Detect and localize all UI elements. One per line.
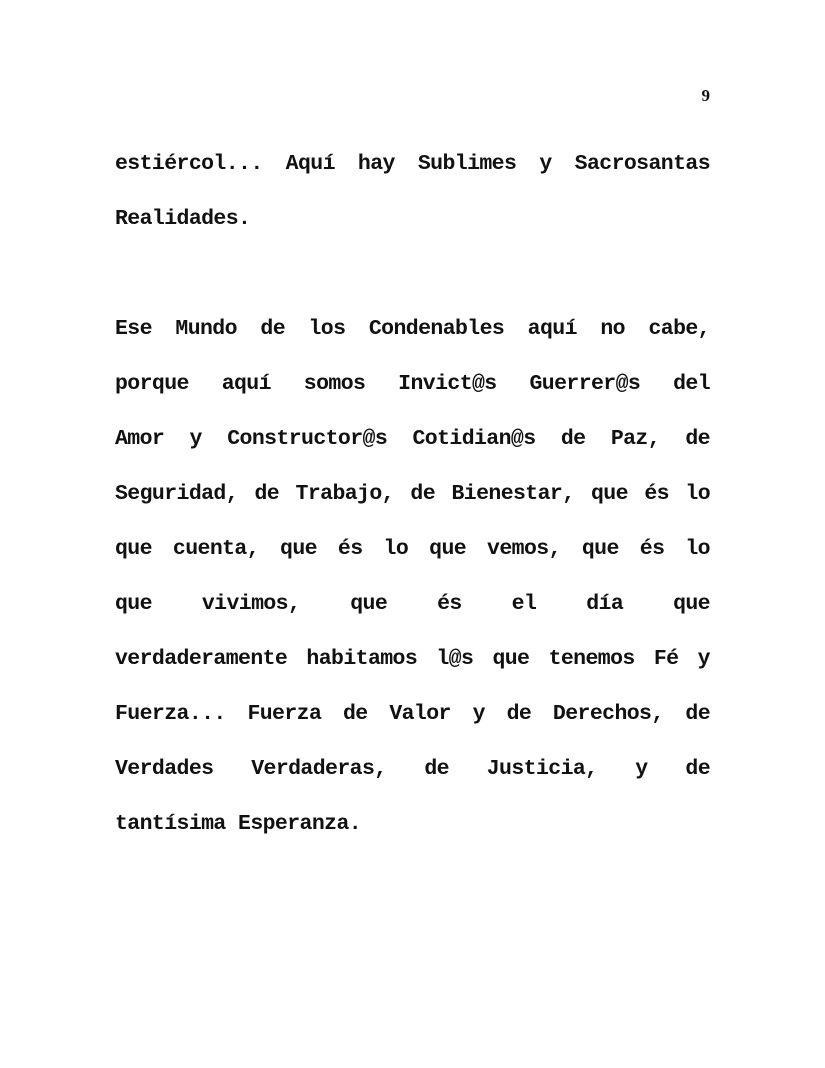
text-line: Realidades.	[115, 207, 251, 231]
text-line: que cuenta, que és lo que vemos, que és lo	[115, 537, 710, 561]
text-line: Seguridad, de Trabajo, de Bienestar, que és lo	[115, 482, 710, 506]
text-line: tantísima Esperanza.	[115, 812, 362, 836]
page-number: 9	[701, 86, 710, 105]
text-line: porque aquí somos Invict@s Guerrer@s del	[115, 372, 710, 396]
text-line: Ese Mundo de los Condenables aquí no cabe,	[115, 317, 710, 341]
text-line: Verdades Verdaderas, de Justicia, y de	[115, 757, 710, 781]
text-line: estiércol... Aquí hay Sublimes y Sacrosantas	[115, 152, 710, 176]
text-line: Fuerza... Fuerza de Valor y de Derechos, de	[115, 702, 710, 726]
text-line: que vivimos, que és el día que	[115, 592, 710, 616]
text-line: Amor y Constructor@s Cotidian@s de Paz, de	[115, 427, 710, 451]
text-line: verdaderamente habitamos l@s que tenemos Fé y	[115, 647, 710, 671]
